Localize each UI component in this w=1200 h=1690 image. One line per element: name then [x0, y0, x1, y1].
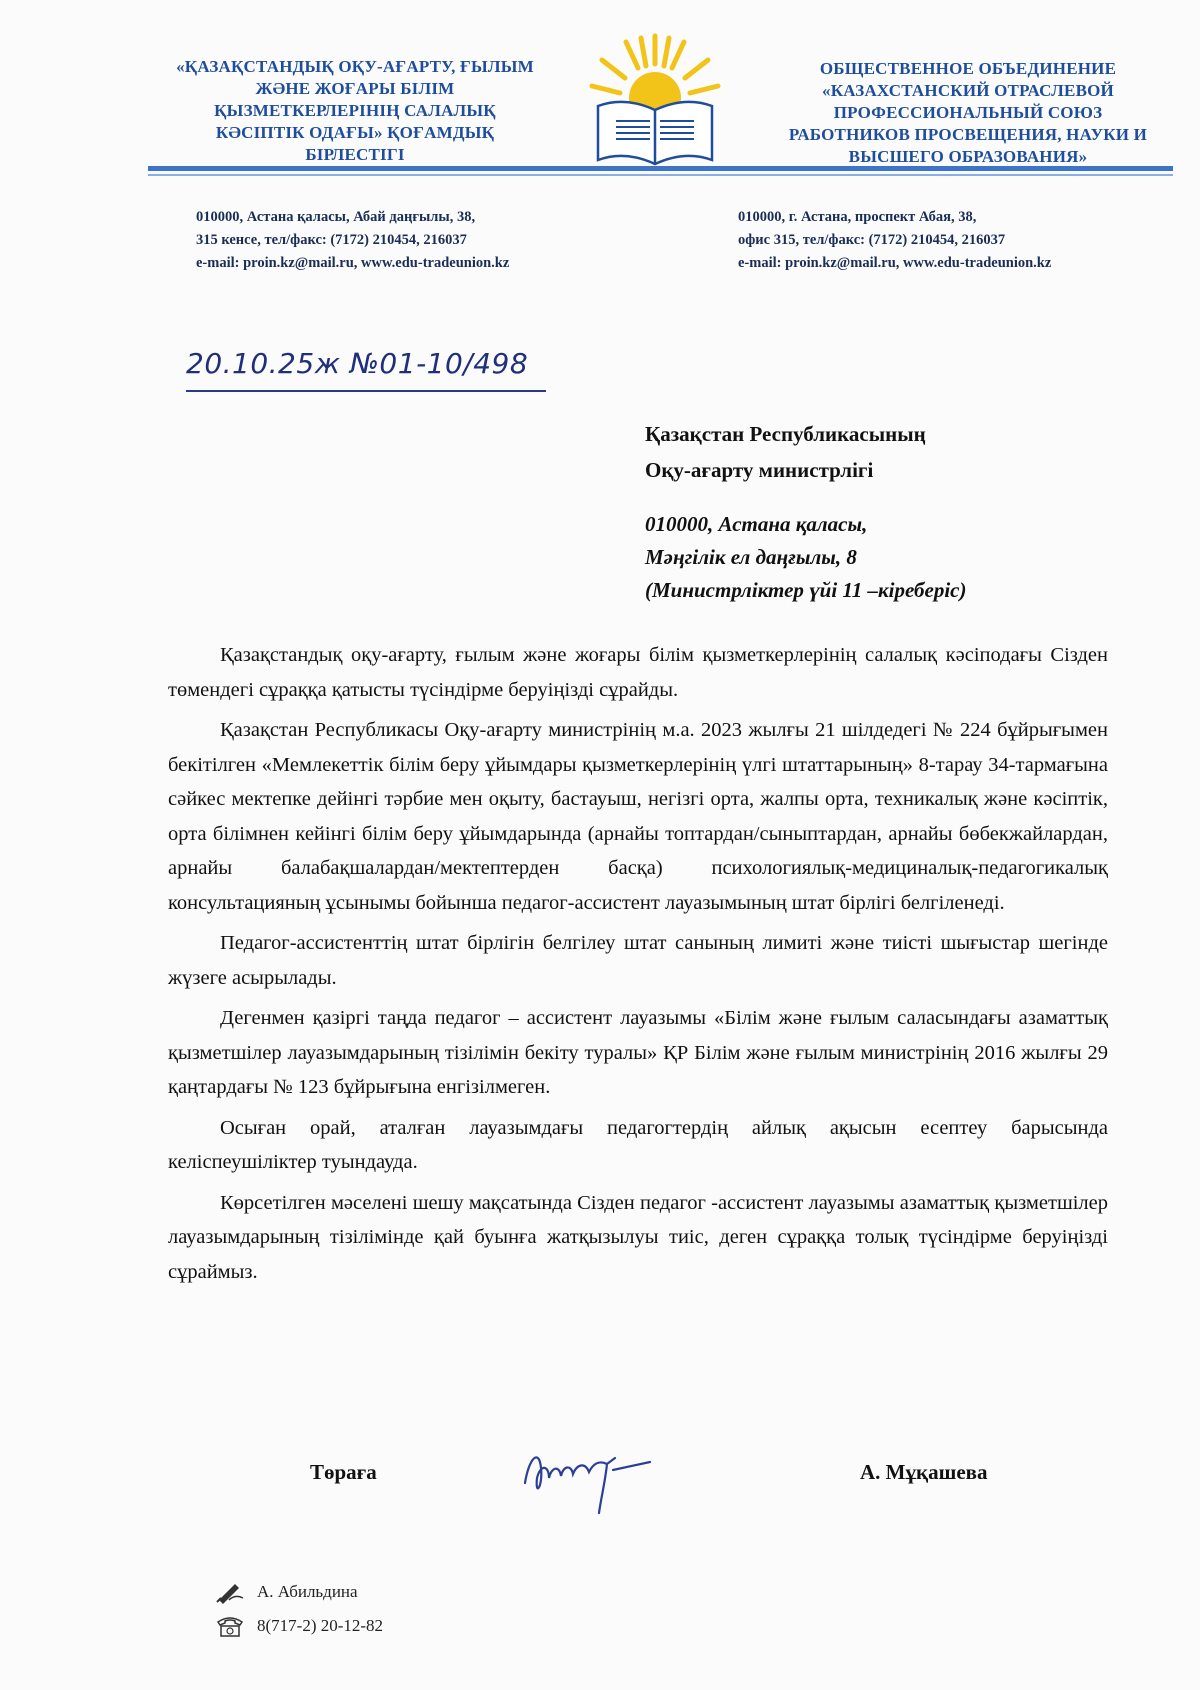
header-divider [148, 166, 1173, 171]
address-line: офис 315, тел/факс: (7172) 210454, 216037 [738, 232, 1006, 248]
executor-phone-row [215, 1609, 383, 1643]
address-russian [738, 206, 1178, 275]
letter-body [168, 638, 1108, 1295]
header-org-line: БІРЛЕСТІГІ [305, 145, 405, 164]
recipient-address-line: 010000, Астана қаласы, [645, 512, 868, 536]
address-line: 010000, Астана қаласы, Абай даңғылы, 38, [196, 209, 476, 225]
body-paragraph: Осыған орай, аталған лауазымдағы педагогтердің айлық ақысын есептеу барысында келіспеушіліктер туындауда. [168, 1116, 1108, 1173]
recipient-line: Қазақстан Республикасының [645, 422, 926, 446]
body-paragraph: Қазақстан Республикасы Оқу-ағарту министрінің м.а. 2023 жылғы 21 шілдедегі № 224 бұйрығымен бекітілген «Мемлекеттік білім беру ұйымдары қызметкерлерінің үлгі штаттарының» 8-тарау 34-тармағына сәйкес мектепке дейінгі тәрбие мен оқыту, бастауыш, негізгі орта, жалпы орта, техникалық және кәсіптік, орта білімнен кейінгі білім беру ұйымдарында (арнайы топтардан/сыныптардан, арнайы бөбекжайлардан, арнайы балабақшалардан/мектептерден басқа) психологиялық-медициналық-педагогикалық консультацияның ұсынымы бойынша педагог-ассистент лауазымының штат бірлігі белгіленеді. [168, 719, 1108, 914]
telephone-icon [215, 1614, 245, 1638]
body-paragraph: Педагог-ассистенттің штат бірлігін белгілеу штат санының лимиті және тиісті шығыстар шегінде жүзеге асырылады. [168, 932, 1108, 989]
header-divider-thin [148, 174, 1173, 176]
header-org-line: ПРОФЕССИОНАЛЬНЫЙ СОЮЗ [833, 103, 1103, 122]
address-line: 010000, г. Астана, проспект Абая, 38, [738, 209, 977, 225]
header-org-line: ВЫСШЕГО ОБРАЗОВАНИЯ» [848, 147, 1088, 166]
union-logo [580, 28, 730, 178]
executor-name-row [215, 1575, 383, 1609]
header-org-line: ЖӘНЕ ЖОҒАРЫ БІЛІМ [255, 79, 455, 98]
address-line: e-mail: proin.kz@mail.ru, www.edu-tradeunion.kz [196, 255, 510, 271]
header-org-line: ОБЩЕСТВЕННОЕ ОБЪЕДИНЕНИЕ [819, 59, 1117, 78]
address-kazakh [196, 206, 636, 275]
header-org-kazakh [150, 56, 560, 166]
recipient-address [645, 508, 1145, 607]
pen-icon [215, 1580, 245, 1604]
header-org-line: РАБОТНИКОВ ПРОСВЕЩЕНИЯ, НАУКИ И [788, 125, 1148, 144]
body-paragraph: Қазақстандық оқу-ағарту, ғылым және жоғары білім қызметкерлерінің салалық кәсіподағы Сізден төмендегі сұраққа қатысты түсіндірме беруіңізді сұрайды. [168, 644, 1108, 701]
body-paragraph: Көрсетілген мәселені шешу мақсатында Сізден педагог -ассистент лауазымы азаматтық қызметшілер лауазымдарының тізілімінде қай буынға жатқызылуы тиіс, деген сұраққа толық түсіндірме беруіңізді сұраймыз. [168, 1191, 1108, 1283]
header-org-line: ҚЫЗМЕТКЕРЛЕРІНІҢ САЛАЛЫҚ [214, 101, 496, 120]
recipient-address-line: Мәңгілік ел даңғылы, 8 [645, 545, 857, 569]
address-line: e-mail: proin.kz@mail.ru, www.edu-tradeunion.kz [738, 255, 1052, 271]
recipient [645, 416, 1125, 488]
executor-phone: 8(717-2) 20-12-82 [257, 1616, 384, 1635]
executor-block [215, 1575, 383, 1643]
body-paragraph: Дегенмен қазіргі таңда педагог – ассистент лауазымы «Білім және ғылым саласындағы азаматтық қызметшілер лауазымдарының тізілімін бекіту туралы» ҚР Білім және ғылым министрінің 2016 жылғы 29 қаңтардағы № 123 бұйрығына енгізілмеген. [168, 1007, 1108, 1098]
header-org-line: «ҚАЗАҚСТАНДЫҚ ОҚУ-АҒАРТУ, ҒЫЛЫМ [176, 57, 534, 76]
header-org-line: КӘСІПТІК ОДАҒЫ» ҚОҒАМДЫҚ [215, 123, 495, 142]
handwritten-signature [515, 1428, 665, 1518]
signatory-name: А. Мұқашева [860, 1460, 988, 1484]
recipient-line: Оқу-ағарту министрлігі [645, 458, 874, 482]
signatory-title: Төраға [310, 1460, 377, 1484]
executor-name: А. Абильдина [257, 1582, 358, 1601]
recipient-address-line: (Министрліктер үйі 11 –кіреберіс) [645, 578, 967, 602]
header-org-line: «КАЗАХСТАНСКИЙ ОТРАСЛЕВОЙ [822, 81, 1114, 100]
address-line: 315 кенсе, тел/факс: (7172) 210454, 216037 [196, 232, 467, 248]
registration-number: 20.10.25ж №01-10/498 [186, 344, 546, 392]
header-org-russian [768, 58, 1168, 168]
